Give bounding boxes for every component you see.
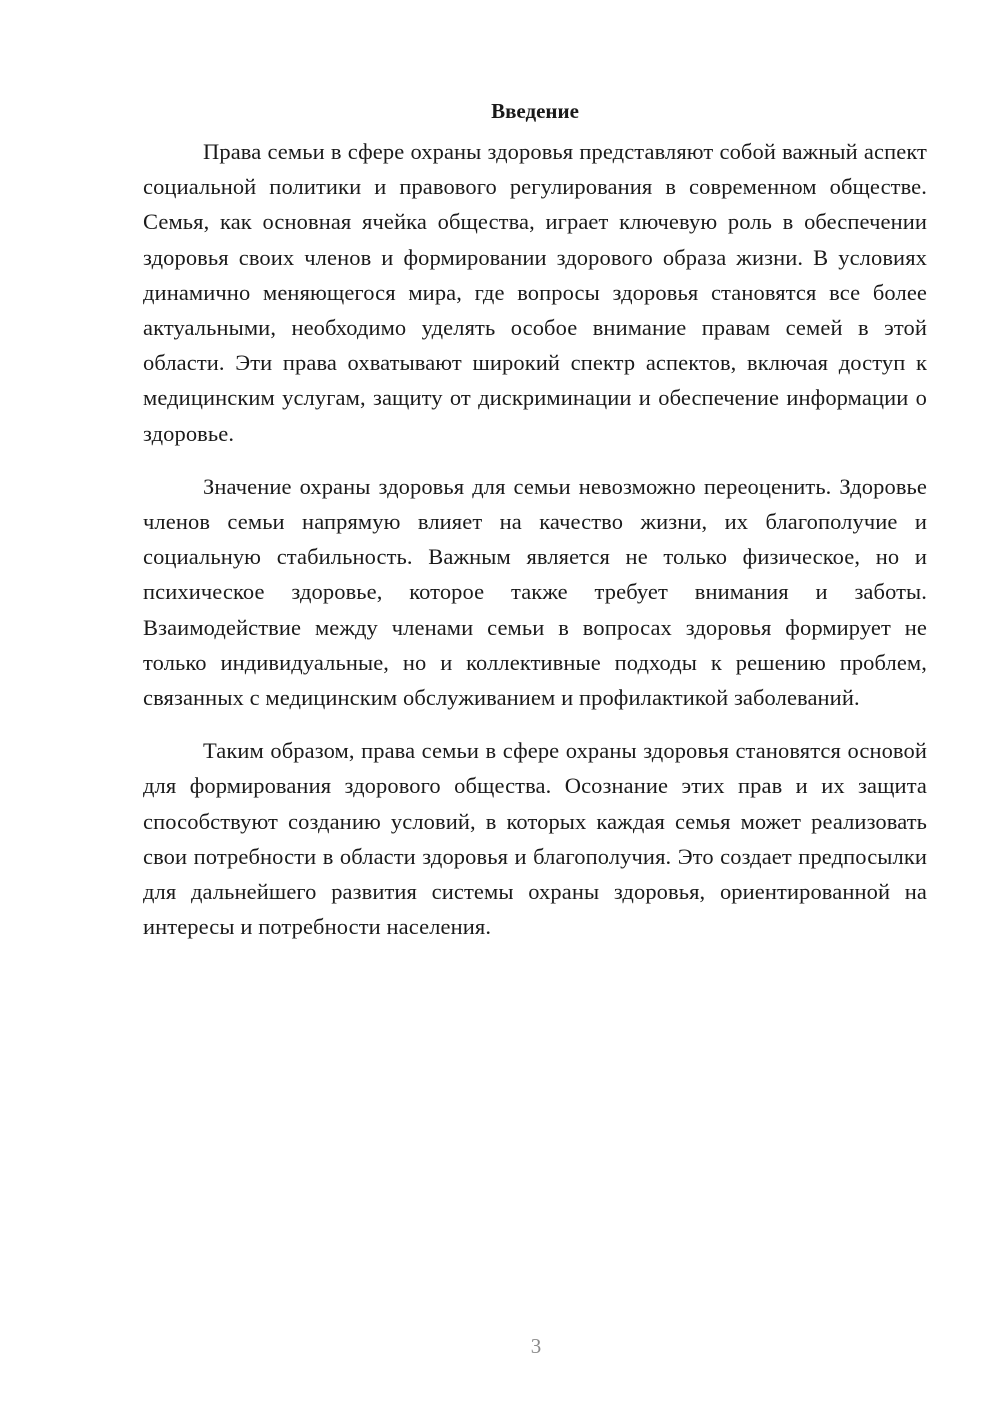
paragraph-3: Таким образом, права семьи в сфере охраны здоровья становятся основой для формирования здорового общества. Осознание этих прав и их защита способствуют созданию условий, в которых каждая семья может реализовать свои потребности в области здоровья и благополучия. Это создает предпосылки для дальнейшего развития системы охраны здоровья, ориентированной на интересы и потребности населения. <box>143 738 927 940</box>
paragraph-1: Права семьи в сфере охраны здоровья представляют собой важный аспект социальной политики и правового регулирования в современном обществе. Семья, как основная ячейка общества, играет ключевую роль в обеспечении здоровья своих членов и формировании здорового образа жизни. В условиях динамично меняющегося мира, где вопросы здоровья становятся все более актуальными, необходимо уделять особое внимание правам семей в этой области. Эти права охватывают широкий спектр аспектов, включая доступ к медицинским услугам, защиту от дискриминации и обеспечение информации о здоровье. <box>143 139 927 446</box>
section-heading: Введение <box>491 99 579 123</box>
paragraph-2: Значение охраны здоровья для семьи невозможно переоценить. Здоровье членов семьи напрямую влияет на качество жизни, их благополучие и социальную стабильность. Важным является не только физическое, но и психическое здоровье, которое также требует внимания и заботы. Взаимодействие между членами семьи в вопросах здоровья формирует не только индивидуальные, но и коллективные подходы к решению проблем, связанных с медицинским обслуживанием и профилактикой заболеваний. <box>143 473 927 711</box>
page-number: 3 <box>530 1334 542 1358</box>
page-content <box>143 96 927 962</box>
